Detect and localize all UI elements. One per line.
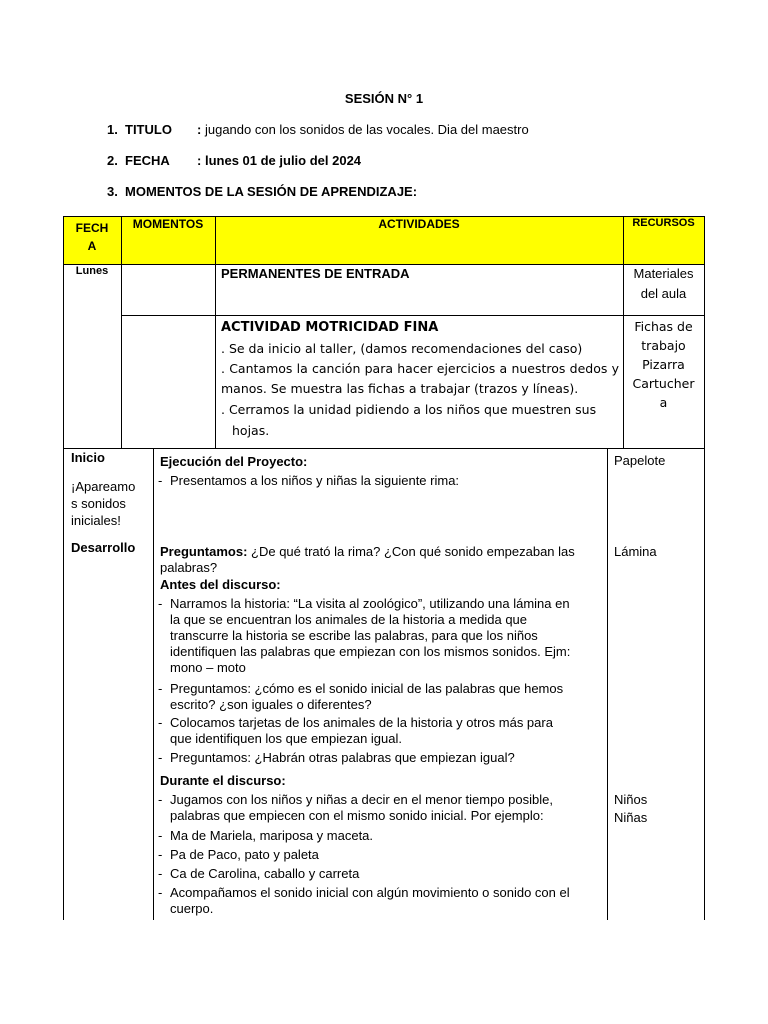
recurso-line: Niños [614,792,648,807]
list-item-text [170,681,563,713]
dash: - [158,715,163,730]
recurso-ninos [614,791,647,827]
line: Acompañamos el sonido inicial con algún movimiento o sonido con el [170,885,570,900]
table-border [704,216,705,448]
table-border [63,264,704,265]
table-border [63,448,64,920]
inicio-name-line: ¡Apareamo [71,479,136,494]
motricidad-line: . Cerramos la unidad pidiendo a los niños que muestren sus [221,402,597,417]
recurso-line: del aula [640,286,687,301]
row-label: TITULO [125,122,172,137]
header-momentos: MOMENTOS [132,217,204,231]
row-label: MOMENTOS DE LA SESIÓN DE APRENDIZAJE: [125,184,418,199]
list-item-text [170,866,359,882]
dash: - [158,750,163,765]
row-number: 2. [107,153,118,168]
line: escrito? ¿son iguales o diferentes? [170,697,372,712]
list-item-text [170,596,570,676]
row-value [197,122,529,137]
motricidad-line: hojas. [232,423,270,438]
moments-row [107,184,747,202]
preguntamos-paragraph [160,544,605,576]
fecha-cell: Lunes [75,265,109,277]
row-value [197,153,361,168]
line: que identifiquen los que empiezan igual. [170,731,403,746]
table-border [121,315,704,316]
list-item-text [170,828,373,844]
motricidad-line: manos. Se muestra las fichas a trabajar (trazos y líneas). [221,381,579,396]
antes-heading: Antes del discurso: [160,577,281,592]
header-recursos: RECURSOS [632,217,695,229]
line: Colocamos tarjetas de los animales de la historia y otros más para [170,715,553,730]
recurso-papelote: Papelote [614,453,666,468]
recursos-row1 [623,264,704,304]
motricidad-heading: ACTIVIDAD MOTRICIDAD FINA [221,320,439,335]
header-actividades: ACTIVIDADES [378,217,460,231]
motricidad-line: . Se da inicio al taller, (damos recomendaciones del caso) [221,341,583,356]
line: Narramos la historia: “La visita al zoológico”, utilizando una lámina en [170,596,570,611]
line: cuerpo. [170,901,214,916]
list-item-text [170,715,553,747]
recurso-line: Fichas de [634,319,693,334]
row-sep: : [197,153,202,168]
line: transcurre la historia se escribe las palabras, para que los niños [170,628,538,643]
dash: - [158,596,163,611]
moment-inicio: Inicio [71,450,105,465]
line: la que se encuentran los animales de la historia a medida que [170,612,528,627]
dash: - [158,885,163,900]
dash: - [158,828,163,843]
preguntamos-text: ¿De qué trató la rima? ¿Con qué sonido empezaban las [247,544,575,559]
line: Pa de Paco, pato y paleta [170,847,319,862]
line: identifiquen las palabras que empiezan con los mismos sonidos. Ejm: [170,644,571,659]
header-fecha-line: FECH [75,221,109,235]
moment-desarrollo: Desarrollo [71,540,136,555]
list-item-text [170,847,319,863]
table-border [215,216,216,448]
row-number: 1. [107,122,118,137]
dash: - [158,847,163,862]
line: mono – moto [170,660,246,675]
line: Preguntamos: ¿Habrán otras palabras que empiezan igual? [170,750,515,765]
recurso-line: Pizarra [642,357,685,372]
list-item-text [170,792,553,824]
header-fecha [63,219,121,255]
recurso-line: Cartucher [632,376,695,391]
session-title: SESIÓN N° 1 [344,91,424,106]
title-row [107,122,747,140]
date-value: lunes 01 de julio del 2024 [204,153,362,168]
list-item-text: Presentamos a los niños y niñas la siguiente rima: [170,473,460,488]
inicio-name [71,478,135,529]
recurso-line: Niñas [614,810,648,825]
title-value: jugando con los sonidos de las vocales. Dia del maestro [204,122,529,137]
line: Preguntamos: ¿cómo es el sonido inicial de las palabras que hemos [170,681,564,696]
recursos-row2 [623,317,704,412]
recurso-line: Materiales [633,266,694,281]
date-row [107,153,747,171]
inicio-name-line: s sonidos [71,496,126,511]
dash: - [158,473,163,488]
table-border [704,448,705,920]
list-item-text [170,885,570,917]
actividad-motricidad [221,318,619,441]
dash: - [158,792,163,807]
line: Jugamos con los niños y niñas a decir en el menor tiempo posible, [170,792,553,807]
line: palabras que empiecen con el mismo sonido inicial. Por ejemplo: [170,808,544,823]
row-label: FECHA [125,153,170,168]
actividad-permanentes: PERMANENTES DE ENTRADA [221,266,410,281]
table-border [607,448,608,920]
recurso-line: trabajo [641,338,686,353]
durante-heading: Durante el discurso: [160,773,286,788]
inicio-name-line: iniciales! [71,513,121,528]
ejecucion-heading: Ejecución del Proyecto: [160,454,308,469]
dash: - [158,681,163,696]
header-fecha-line: A [87,239,97,253]
table-border [153,448,154,920]
line: Ma de Mariela, mariposa y maceta. [170,828,374,843]
preguntamos-label: Preguntamos: [160,544,248,559]
recurso-lamina: Lámina [614,544,657,559]
table-border [121,216,122,448]
preguntamos-text: palabras? [160,560,218,575]
motricidad-line: . Cantamos la canción para hacer ejercicios a nuestros dedos y [221,361,619,376]
row-number: 3. [107,184,118,199]
row-sep: : [197,122,202,137]
line: Ca de Carolina, caballo y carreta [170,866,360,881]
recurso-line: a [659,395,668,410]
list-item-text [170,750,515,766]
dash: - [158,866,163,881]
